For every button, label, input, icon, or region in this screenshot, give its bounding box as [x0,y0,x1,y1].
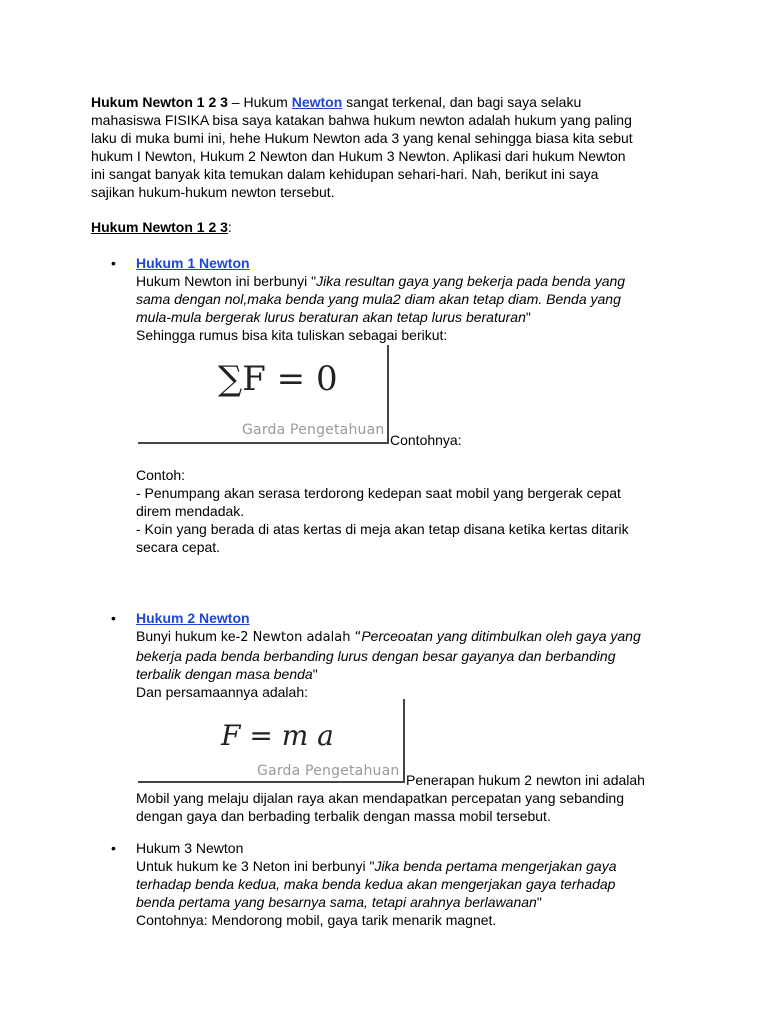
law2-bullet: • [111,610,116,626]
intro-line4: hukum I Newton, Hukum 2 Newton dan Hukum 3 Newton. Aplikasi dari hukum Newton [91,148,626,164]
law3-title: Hukum 3 Newton [136,840,244,856]
section-heading [91,218,691,236]
law2-line3-end: " [312,666,318,682]
example2-line1: - Koin yang berada di atas kertas di meja akan tetap disana ketika kertas ditarik [136,521,629,537]
law2-line6: dengan gaya dan berbading terbalik dengan massa mobil tersebut. [136,808,551,824]
image-border-bottom [138,442,389,444]
image-border-right [387,345,389,444]
law2-line1-plain: Bunyi hukum ke- [136,628,241,644]
law3-line1-italic: Jika benda pertama mengerjakan gaya [374,858,617,874]
intro-line2: mahasiswa FISIKA bisa saya katakan bahwa hukum newton adalah hukum yang paling [91,112,632,128]
intro-dash: – Hukum [227,94,292,110]
law2-line2-italic: bekerja pada benda berbanding lurus dengan besar gayanya dan berbanding [136,648,616,664]
image-border-bottom [138,781,405,783]
intro-line5: ini sangat banyak kita temukan dalam kehidupan sehari-hari. Nah, berikut ini saya [91,166,599,182]
section-heading-text: Hukum Newton 1 2 3 [91,219,228,235]
formula-sum-f-zero: ∑F = 0 [218,359,338,399]
intro-line3: laku di muka bumi ini, hehe Hukum Newton ada 3 yang kenal sehingga biasa kita sebut [91,130,633,146]
law1-line1-italic: Jika resultan gaya yang bekerja pada benda yang [316,273,626,289]
law2-line4: Dan persamaannya adalah: [136,684,309,700]
contoh-label: Contoh: [136,467,186,483]
watermark-text: Garda Pengetahuan [242,422,385,438]
intro-paragraph [91,93,691,201]
law1-line3-end: " [525,309,531,325]
newton-link[interactable]: Newton [291,94,343,110]
law3-block [136,839,676,929]
law2-line3-italic: terbalik dengan masa benda [136,666,313,682]
law1-link[interactable]: Hukum 1 Newton [136,255,250,271]
formula-image-2 [138,699,405,783]
law3-line2-italic: terhadap benda kedua, maka benda kedua akan mengerjakan gaya terhadap [136,876,616,892]
formula-image-1 [138,345,389,444]
law2-line1-sans: 2 Newton adalah “ [240,630,362,645]
law2-link[interactable]: Hukum 2 Newton [136,610,250,626]
intro-line6: sajikan hukum-hukum newton tersebut. [91,184,335,200]
law3-bullet: • [111,840,116,856]
section-heading-colon: : [227,219,232,235]
intro-line1-rest: sangat terkenal, dan bagi saya selaku [342,94,582,110]
law2-block [136,609,676,701]
example1-line1: - Penumpang akan serasa terdorong kedepan saat mobil yang bergerak cepat [136,485,621,501]
example2-line2: secara cepat. [136,539,221,555]
law3-line3-end: " [536,894,542,910]
law3-line4: Contohnya: Mendorong mobil, gaya tarik menarik magnet. [136,912,497,928]
intro-title: Hukum Newton 1 2 3 [91,94,228,110]
law1-line3-italic: mula-mula bergerak lurus beraturan akan tetap lurus beraturan [136,309,526,325]
example1-line2: direm mendadak. [136,503,245,519]
law3-line3-italic: benda pertama yang besarnya sama, tetapi arahnya berlawanan [136,894,537,910]
law1-examples [136,466,676,556]
watermark-text: Garda Pengetahuan [257,763,400,779]
law1-bullet: • [111,255,116,271]
formula-f-ma: F = m a [221,719,334,752]
law2-line1-italic: Perceoatan yang ditimbulkan oleh gaya yang [361,628,641,644]
law2-line5: Mobil yang melaju dijalan raya akan mendapatkan percepatan yang sebanding [136,790,624,806]
image-border-right [403,699,405,783]
law2-after-image: Penerapan hukum 2 newton ini adalah [406,772,645,788]
law1-line1-plain: Hukum Newton ini berbunyi " [136,273,317,289]
law1-line2-italic: sama dengan nol,maka benda yang mula2 diam akan tetap diam. Benda yang [136,291,621,307]
law3-line1-plain: Untuk hukum ke 3 Neton ini berbunyi " [136,858,375,874]
law1-line4: Sehingga rumus bisa kita tuliskan sebagai berikut: [136,327,448,343]
law1-after-image: Contohnya: [390,432,462,448]
law2-application [136,789,676,825]
law1-block [136,254,676,344]
